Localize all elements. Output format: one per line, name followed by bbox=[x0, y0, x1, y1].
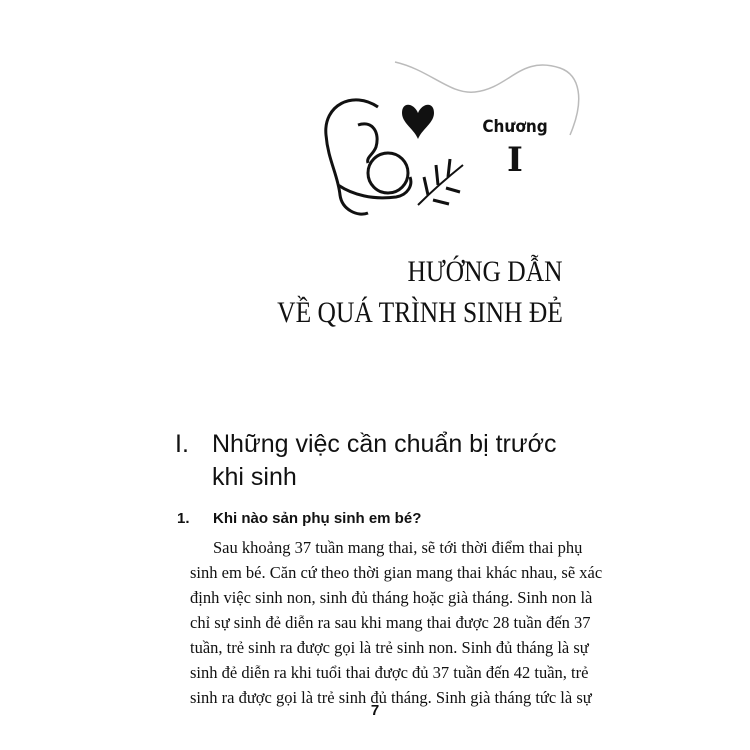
subsection-title: Khi nào sản phụ sinh em bé? bbox=[213, 510, 422, 527]
chapter-title-line-1: HƯỚNG DẪN bbox=[407, 255, 563, 288]
body-line: tuần, trẻ sinh ra được gọi là trẻ sinh non. Sinh đủ tháng là sự bbox=[190, 638, 589, 657]
chapter-label: Chương bbox=[482, 117, 548, 137]
subsection-number: 1. bbox=[177, 510, 190, 527]
section-title-line-2: khi sinh bbox=[212, 463, 297, 491]
chapter-number: I bbox=[507, 140, 523, 180]
body-line: Sau khoảng 37 tuần mang thai, sẽ tới thời điểm thai phụ bbox=[213, 538, 583, 557]
body-line: sinh đẻ diễn ra khi tuổi thai được đủ 37 tuần đến 42 tuần, trẻ bbox=[190, 663, 589, 682]
chapter-title-line-2: VỀ QUÁ TRÌNH SINH ĐẺ bbox=[277, 296, 563, 329]
section-title-line-1: Những việc cần chuẩn bị trước bbox=[212, 430, 557, 458]
section-number: I. bbox=[175, 430, 189, 458]
body-line: chỉ sự sinh đẻ diễn ra sau khi mang thai được 28 tuần đến 37 bbox=[190, 613, 591, 632]
body-line: định việc sinh non, sinh đủ tháng hoặc già tháng. Sinh non là bbox=[190, 588, 593, 607]
mother-baby-illustration-icon bbox=[318, 85, 468, 225]
body-line: sinh ra được gọi là trẻ sinh đủ tháng. Sinh già tháng tức là sự bbox=[190, 688, 592, 707]
page-number: 7 bbox=[370, 702, 380, 719]
heart-icon bbox=[402, 105, 434, 139]
body-line: sinh em bé. Căn cứ theo thời gian mang thai khác nhau, sẽ xác bbox=[190, 563, 603, 582]
